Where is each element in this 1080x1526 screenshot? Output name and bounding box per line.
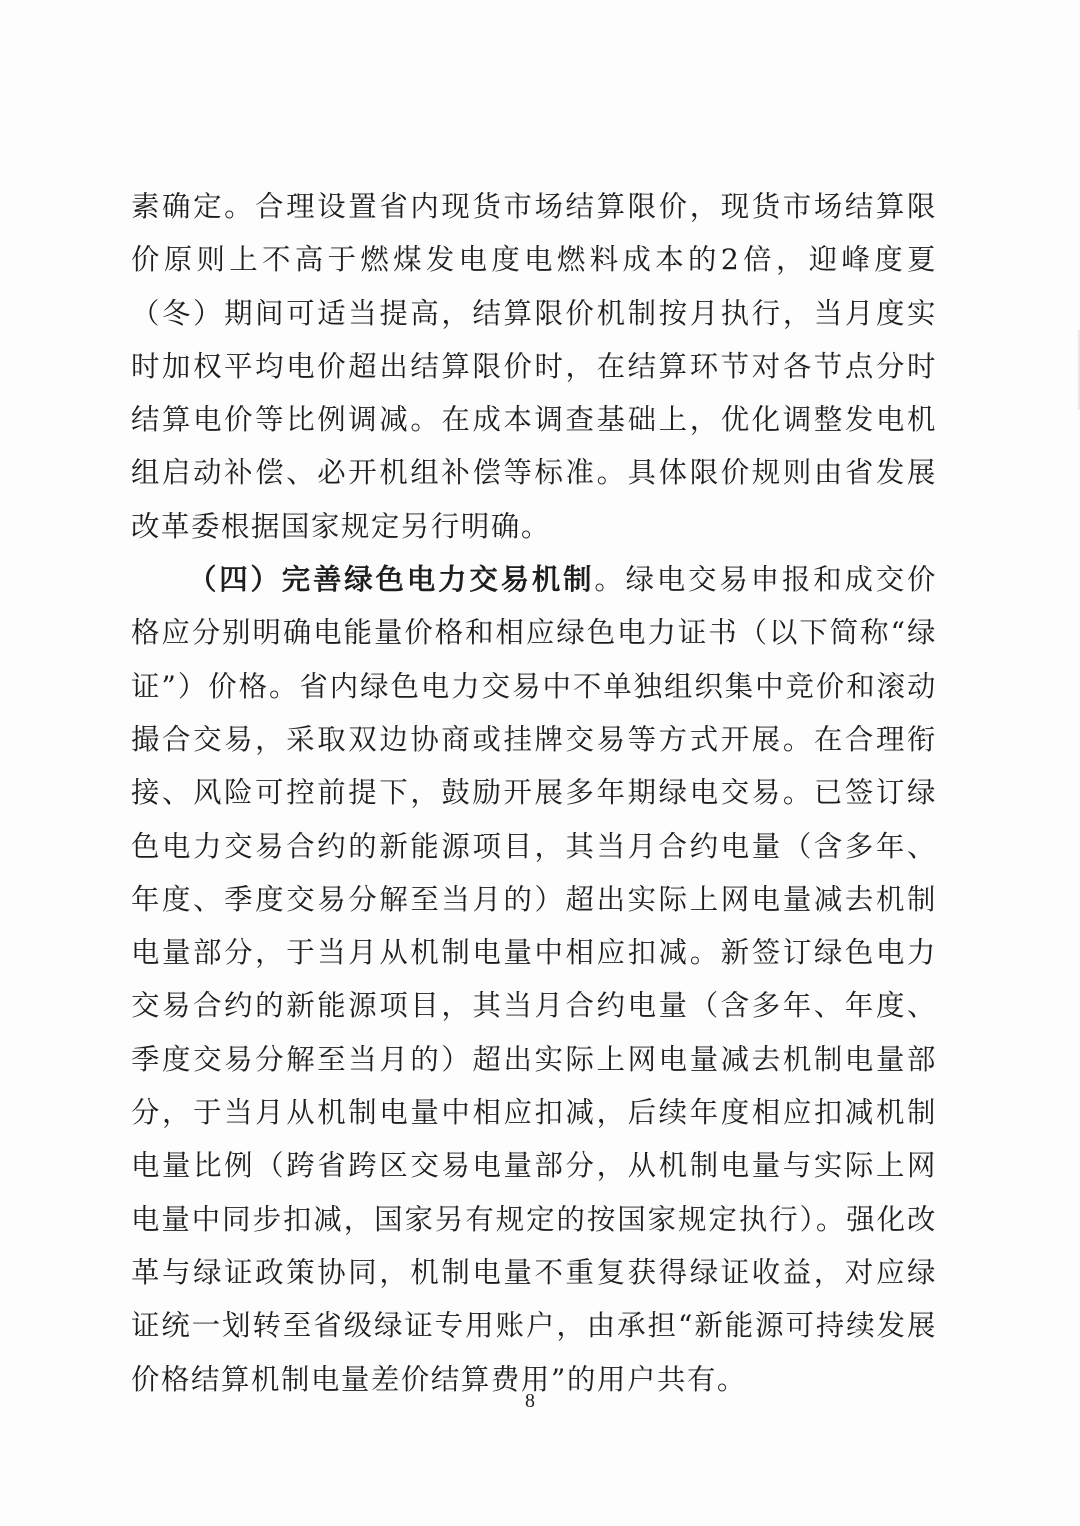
document-body xyxy=(131,180,937,1406)
paragraph-text: 素确定。合理设置省内现货市场结算限价，现货市场结算限价原则上不高于燃煤发电度电燃料成本的2倍，迎峰度夏（冬）期间可适当提高，结算限价机制按月执行，当月度实时加权平均电价超出结算限价时，在结算环节对各节点分时结算电价等比例调减。在成本调查基础上，优化调整发电机组启动补偿、必开机组补偿等标准。具体限价规则由省发展改革委根据国家规定另行明确。 xyxy=(131,190,937,543)
section-heading: （四）完善绿色电力交易机制 xyxy=(188,563,595,597)
paragraph-text: 。绿电交易申报和成交价格应分别明确电能量价格和相应绿色电力证书（以下简称“绿证”）价格。省内绿色电力交易中不单独组织集中竞价和滚动撮合交易，采取双边协商或挂牌交易等方式开展。在合理衔接、风险可控前提下，鼓励开展多年期绿电交易。已签订绿色电力交易合约的新能源项目，其当月合约电量（含多年、年度、季度交易分解至当月的）超出实际上网电量减去机制电量部分，于当月从机制电量中相应扣减。新签订绿色电力交易合约的新能源项目，其当月合约电量（含多年、年度、季度交易分解至当月的）超出实际上网电量减去机制电量部分，于当月从机制电量中相应扣减，后续年度相应扣减机制电量比例（跨省跨区交易电量部分，从机制电量与实际上网电量中同步扣减，国家另有规定的按国家规定执行）。强化改革与绿证政策协同，机制电量不重复获得绿证收益，对应绿证统一划转至省级绿证专用账户，由承担“新能源可持续发展价格结算机制电量差价结算费用”的用户共有。 xyxy=(131,563,937,1396)
paragraph-settlement-price-cap xyxy=(131,180,937,553)
page-number: 8 xyxy=(525,1390,535,1412)
paragraph-green-power-trading xyxy=(131,553,937,1406)
